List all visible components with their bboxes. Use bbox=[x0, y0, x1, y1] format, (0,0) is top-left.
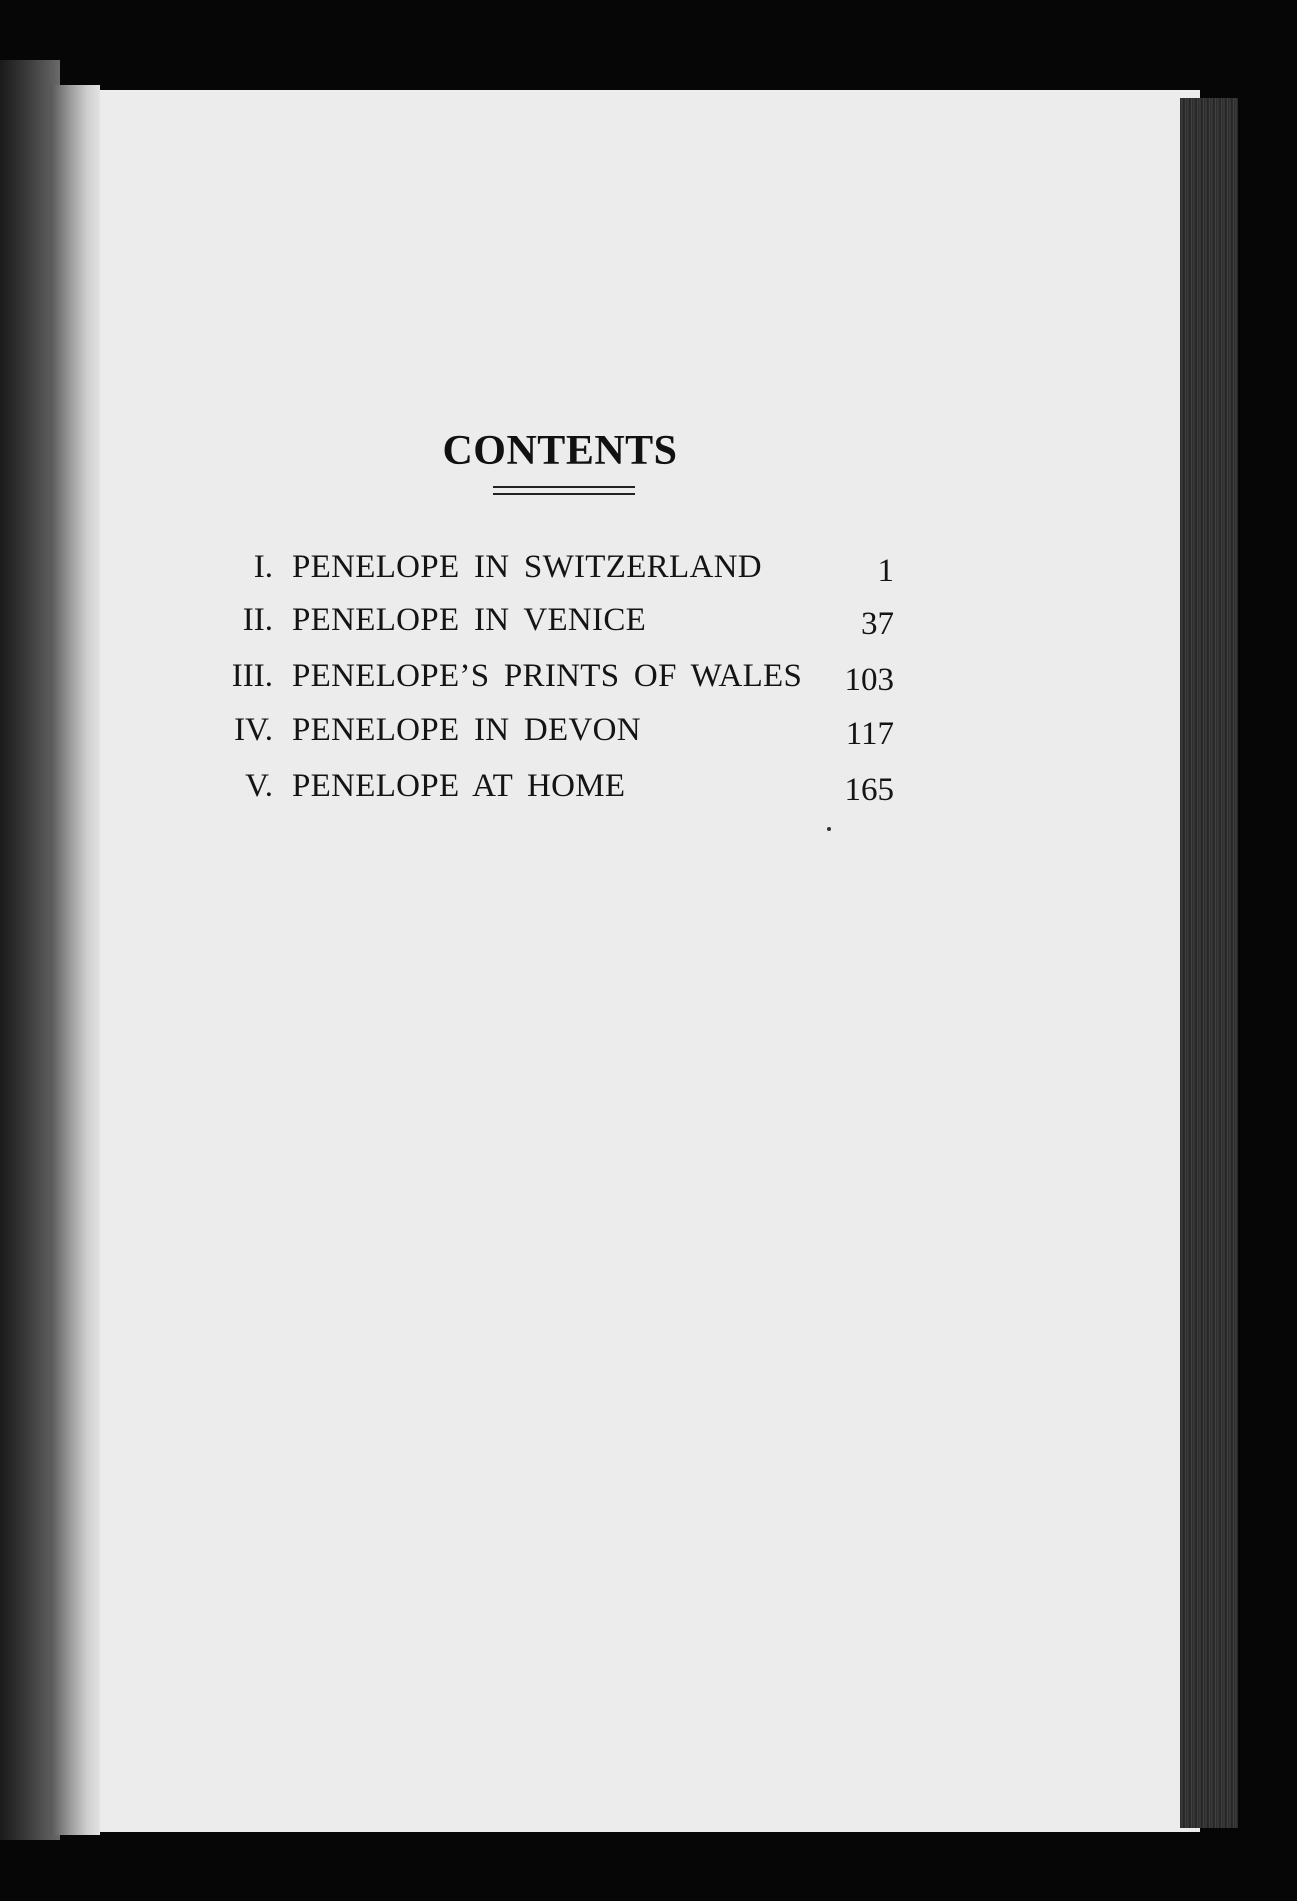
chapter-page: 103 bbox=[844, 662, 894, 698]
ink-speck bbox=[827, 827, 831, 831]
chapter-number: II. bbox=[242, 602, 273, 638]
contents-heading: CONTENTS bbox=[442, 428, 678, 474]
chapter-title: PENELOPE IN SWITZERLAND bbox=[292, 549, 762, 585]
chapter-number: I. bbox=[253, 549, 273, 585]
toc-entry bbox=[0, 652, 1297, 700]
chapter-page: 37 bbox=[861, 606, 894, 642]
chapter-title: PENELOPE AT HOME bbox=[292, 768, 626, 804]
chapter-page: 165 bbox=[844, 772, 894, 808]
toc-entry bbox=[0, 596, 1297, 644]
chapter-page: 117 bbox=[845, 716, 894, 752]
chapter-number: III. bbox=[231, 658, 273, 694]
page-stack-edge bbox=[1180, 98, 1238, 1828]
toc-entry bbox=[0, 762, 1297, 810]
chapter-number: V. bbox=[245, 768, 273, 804]
chapter-page: 1 bbox=[877, 553, 894, 589]
heading-rule-top bbox=[493, 486, 635, 488]
chapter-number: IV. bbox=[234, 712, 273, 748]
toc-entry bbox=[0, 543, 1297, 591]
chapter-title: PENELOPE IN DEVON bbox=[292, 712, 641, 748]
toc-entry bbox=[0, 706, 1297, 754]
book-page bbox=[92, 90, 1200, 1832]
book-gutter bbox=[50, 85, 100, 1835]
chapter-title: PENELOPE’S PRINTS OF WALES bbox=[292, 658, 803, 694]
chapter-title: PENELOPE IN VENICE bbox=[292, 602, 647, 638]
heading-rule-bottom bbox=[493, 493, 635, 495]
